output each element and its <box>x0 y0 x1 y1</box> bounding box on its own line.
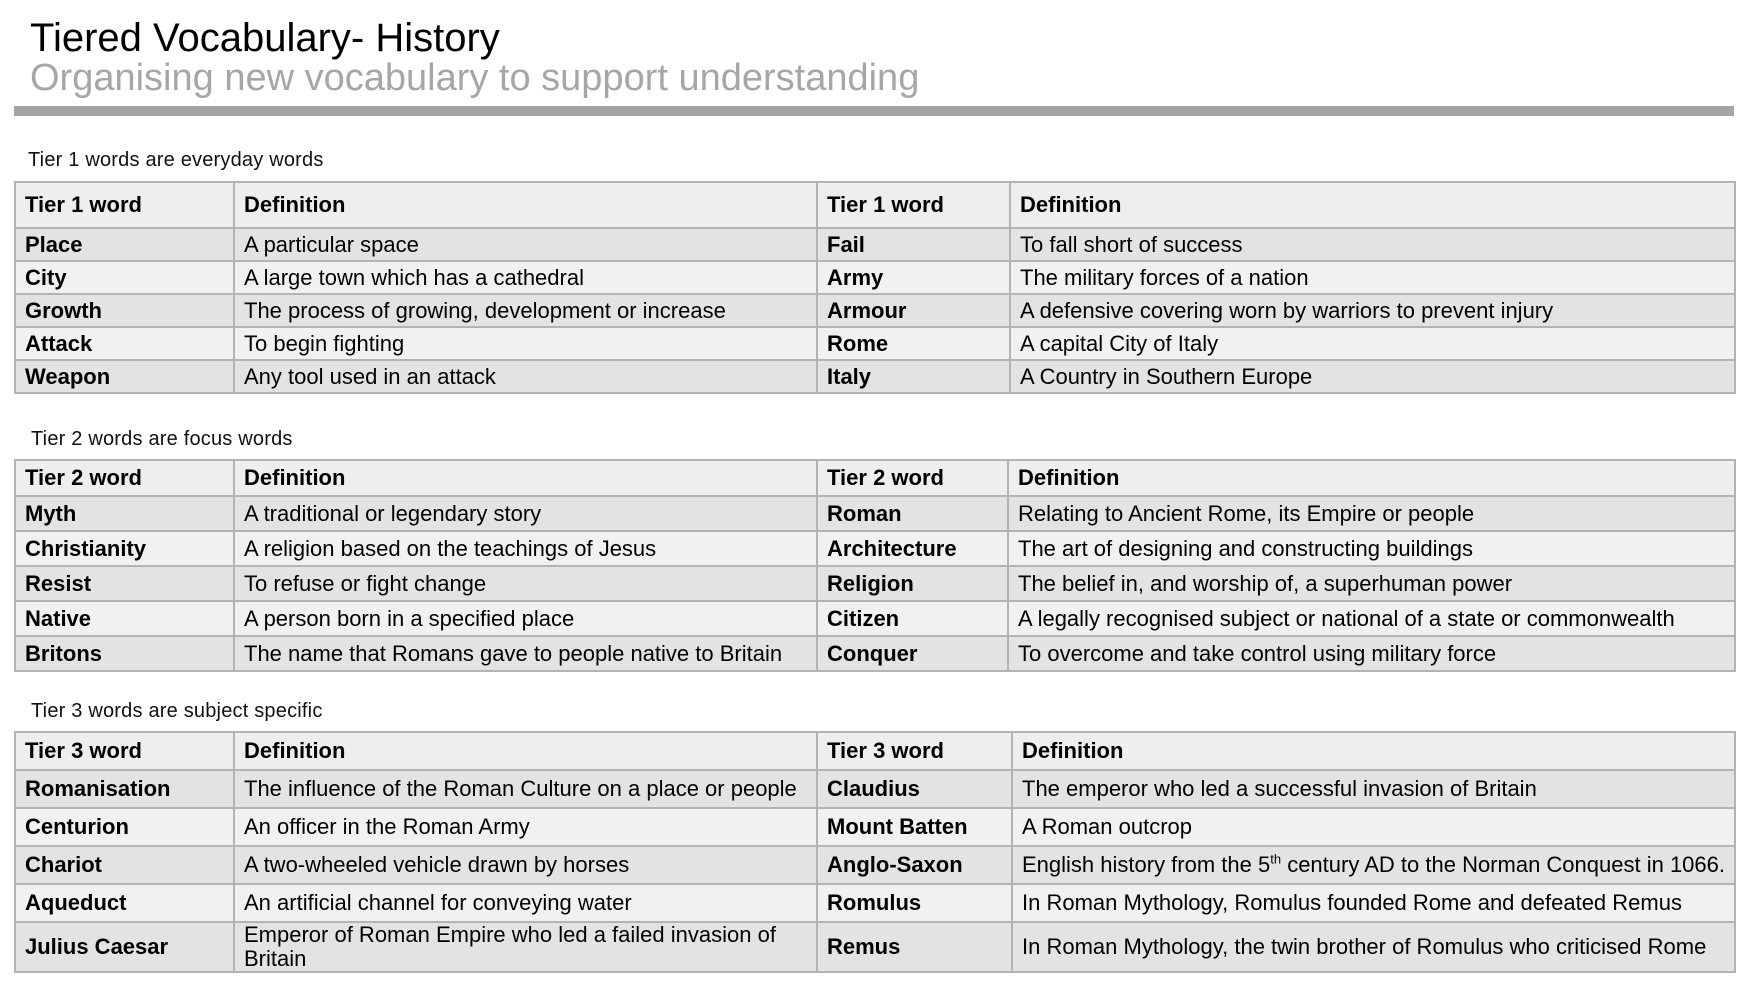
table-row <box>15 228 1735 261</box>
vocab-word: Weapon <box>15 360 234 393</box>
vocab-definition <box>1012 846 1735 884</box>
vocab-definition: A Roman outcrop <box>1012 808 1735 846</box>
vocab-word: Julius Caesar <box>15 922 234 972</box>
column-header-definition: Definition <box>1008 460 1735 496</box>
vocab-word: Romulus <box>817 884 1012 922</box>
table-row <box>15 566 1735 601</box>
page-subtitle: Organising new vocabulary to support understanding <box>30 57 920 99</box>
vocab-definition: A two-wheeled vehicle drawn by horses <box>234 846 817 884</box>
vocab-definition: A Country in Southern Europe <box>1010 360 1735 393</box>
vocab-definition: To fall short of success <box>1010 228 1735 261</box>
vocab-word: Claudius <box>817 770 1012 808</box>
ordinal-suffix: th <box>1270 851 1282 867</box>
vocab-definition: The art of designing and constructing buildings <box>1008 531 1735 566</box>
table-row <box>15 531 1735 566</box>
vocab-word: City <box>15 261 234 294</box>
vocab-definition: An artificial channel for conveying water <box>234 884 817 922</box>
vocab-definition: The military forces of a nation <box>1010 261 1735 294</box>
vocab-definition: A legally recognised subject or national of a state or commonwealth <box>1008 601 1735 636</box>
vocab-word: Rome <box>817 327 1010 360</box>
vocab-definition: The emperor who led a successful invasion of Britain <box>1012 770 1735 808</box>
table-row <box>15 770 1735 808</box>
vocab-word: Growth <box>15 294 234 327</box>
vocab-definition: Relating to Ancient Rome, its Empire or people <box>1008 496 1735 531</box>
vocab-word: Native <box>15 601 234 636</box>
table-header-row <box>15 182 1735 228</box>
definition-text: English history from the 5 <box>1022 852 1271 877</box>
column-header-word: Tier 3 word <box>817 732 1012 770</box>
table-header-row <box>15 732 1735 770</box>
vocab-word: Conquer <box>817 636 1008 671</box>
tier2-table <box>14 459 1736 672</box>
tier3-table <box>14 731 1736 973</box>
vocab-word: Chariot <box>15 846 234 884</box>
table-row <box>15 636 1735 671</box>
vocab-definition: The belief in, and worship of, a superhuman power <box>1008 566 1735 601</box>
table-header-row <box>15 460 1735 496</box>
vocab-definition: To refuse or fight change <box>234 566 817 601</box>
vocab-definition: The name that Romans gave to people native to Britain <box>234 636 817 671</box>
vocab-word: Citizen <box>817 601 1008 636</box>
column-header-word: Tier 1 word <box>817 182 1010 228</box>
vocab-word: Mount Batten <box>817 808 1012 846</box>
vocab-word: Fail <box>817 228 1010 261</box>
table-row <box>15 922 1735 972</box>
vocab-definition: A person born in a specified place <box>234 601 817 636</box>
title-divider <box>14 106 1734 116</box>
table-row <box>15 808 1735 846</box>
column-header-word: Tier 2 word <box>817 460 1008 496</box>
vocab-definition: To overcome and take control using military force <box>1008 636 1735 671</box>
vocab-word: Myth <box>15 496 234 531</box>
vocab-definition: An officer in the Roman Army <box>234 808 817 846</box>
vocab-word: Remus <box>817 922 1012 972</box>
vocab-definition: A religion based on the teachings of Jesus <box>234 531 817 566</box>
vocab-definition: The influence of the Roman Culture on a place or people <box>234 770 817 808</box>
vocab-definition: To begin fighting <box>234 327 817 360</box>
vocab-definition: Any tool used in an attack <box>234 360 817 393</box>
vocab-word: Christianity <box>15 531 234 566</box>
column-header-definition: Definition <box>234 182 817 228</box>
vocab-definition: A particular space <box>234 228 817 261</box>
definition-text: century AD to the Norman Conquest in 1066. <box>1281 852 1725 877</box>
vocab-word: Religion <box>817 566 1008 601</box>
column-header-definition: Definition <box>1012 732 1735 770</box>
tier1-table <box>14 181 1736 394</box>
vocab-word: Aqueduct <box>15 884 234 922</box>
vocab-word: Attack <box>15 327 234 360</box>
vocab-definition: A traditional or legendary story <box>234 496 817 531</box>
tier1-caption: Tier 1 words are everyday words <box>28 149 324 171</box>
vocab-definition: Emperor of Roman Empire who led a failed invasion of Britain <box>234 922 817 972</box>
column-header-word: Tier 3 word <box>15 732 234 770</box>
vocab-definition: A capital City of Italy <box>1010 327 1735 360</box>
vocab-definition: In Roman Mythology, the twin brother of Romulus who criticised Rome <box>1012 922 1735 972</box>
vocab-word: Italy <box>817 360 1010 393</box>
table-row <box>15 294 1735 327</box>
vocab-word: Centurion <box>15 808 234 846</box>
vocab-word: Britons <box>15 636 234 671</box>
vocab-word: Army <box>817 261 1010 294</box>
column-header-word: Tier 2 word <box>15 460 234 496</box>
page-title: Tiered Vocabulary- History <box>30 16 500 60</box>
vocab-word: Resist <box>15 566 234 601</box>
table-row <box>15 846 1735 884</box>
table-row <box>15 884 1735 922</box>
tier2-caption: Tier 2 words are focus words <box>31 428 293 450</box>
column-header-definition: Definition <box>234 732 817 770</box>
vocab-word: Place <box>15 228 234 261</box>
vocab-word: Romanisation <box>15 770 234 808</box>
vocab-definition: In Roman Mythology, Romulus founded Rome and defeated Remus <box>1012 884 1735 922</box>
table-row <box>15 360 1735 393</box>
tier3-caption: Tier 3 words are subject specific <box>31 700 323 722</box>
column-header-definition: Definition <box>234 460 817 496</box>
vocab-word: Anglo-Saxon <box>817 846 1012 884</box>
vocab-word: Roman <box>817 496 1008 531</box>
table-row <box>15 261 1735 294</box>
column-header-definition: Definition <box>1010 182 1735 228</box>
table-row <box>15 327 1735 360</box>
vocab-definition: The process of growing, development or increase <box>234 294 817 327</box>
vocab-definition: A defensive covering worn by warriors to prevent injury <box>1010 294 1735 327</box>
vocab-word: Armour <box>817 294 1010 327</box>
column-header-word: Tier 1 word <box>15 182 234 228</box>
vocab-definition: A large town which has a cathedral <box>234 261 817 294</box>
table-row <box>15 496 1735 531</box>
table-row <box>15 601 1735 636</box>
vocab-word: Architecture <box>817 531 1008 566</box>
